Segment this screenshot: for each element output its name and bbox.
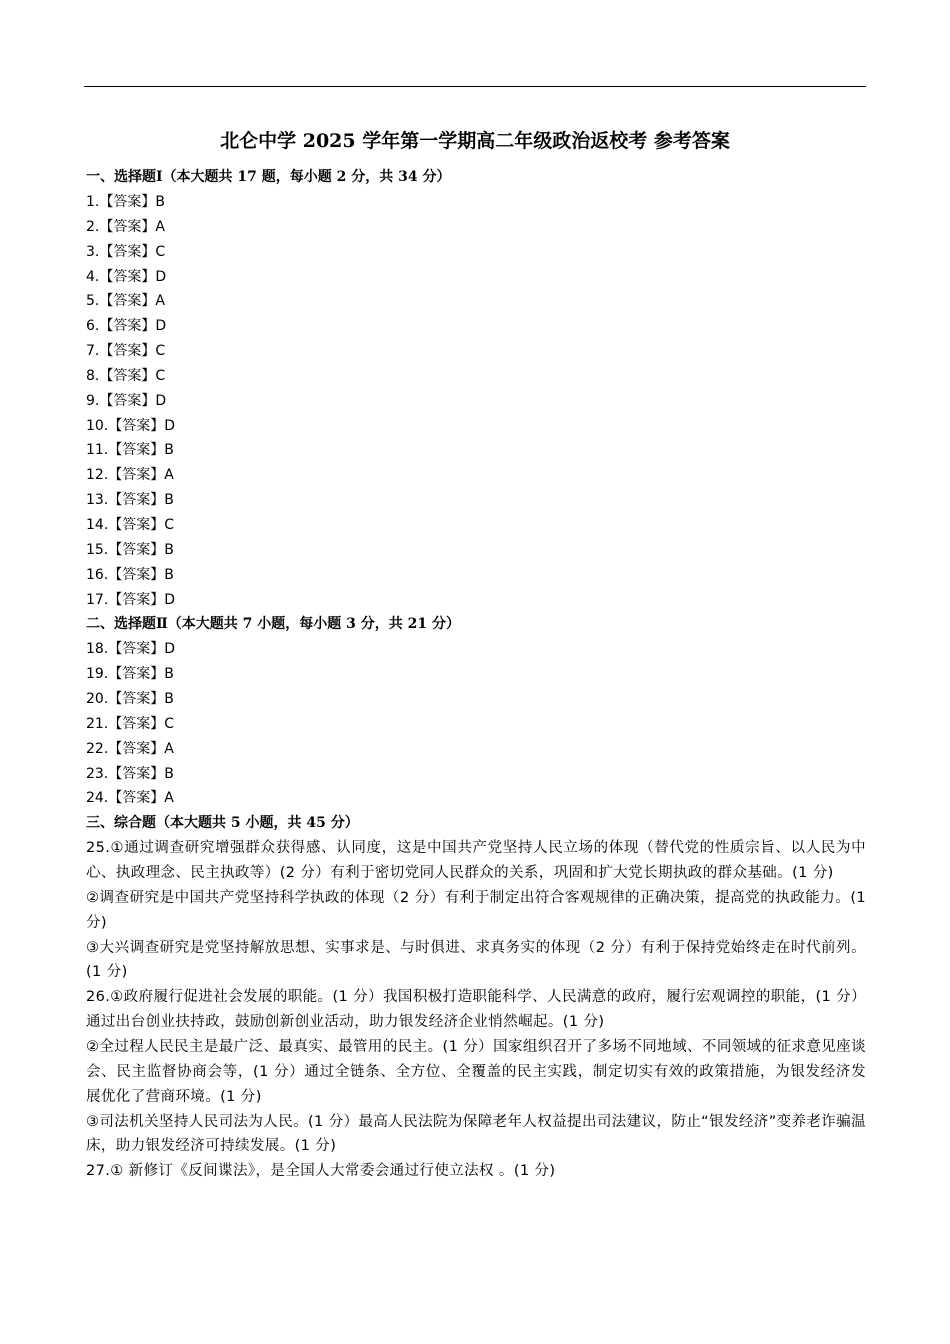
answer-paragraph: ②调查研究是中国共产党坚持科学执政的体现（2 分）有利于制定出符合客观规律的正确决策，提高党的执政能力。(1 分) — [86, 889, 866, 931]
answer-item: 9.【答案】D — [86, 392, 167, 409]
answer-item: 23.【答案】B — [86, 765, 174, 782]
answer-item: 7.【答案】C — [86, 343, 166, 360]
answer-item: 15.【答案】B — [86, 541, 174, 558]
answer-item: 2.【答案】A — [86, 218, 165, 235]
answer-item: 17.【答案】D — [86, 591, 176, 608]
answer-list-choice-1 — [86, 190, 866, 612]
answer-paragraph: ③大兴调查研究是党坚持解放思想、实事求是、与时俱进、求真务实的体现（2 分）有利于保持党始终走在时代前列。(1 分) — [86, 939, 866, 981]
answer-item: 5.【答案】A — [86, 293, 165, 310]
document-body — [86, 165, 866, 1184]
answer-item: 4.【答案】D — [86, 268, 167, 285]
answer-item: 8.【答案】C — [86, 367, 166, 384]
answer-list-choice-2 — [86, 637, 866, 811]
answer-item: 10.【答案】D — [86, 417, 176, 434]
answer-paragraph: 27.① 新修订《反间谍法》，是全国人大常委会通过行使立法权 。(1 分) — [86, 1163, 556, 1180]
answer-item: 3.【答案】C — [86, 243, 166, 260]
comprehensive-answers — [86, 836, 866, 1184]
answer-item: 1.【答案】B — [86, 194, 165, 210]
answer-item: 20.【答案】B — [86, 691, 174, 708]
section-heading-comprehensive: 三、综合题（本大题共 5 小题，共 45 分） — [86, 815, 359, 832]
answer-paragraph: 25.①通过调查研究增强群众获得感、认同度，这是中国共产党坚持人民立场的体现（替代党的性质宗旨、以人民为中心、执政理念、民主执政等）(2 分）有利于密切党同人民群众的关系，巩固和扩大党长期执政的群众基础。(1 分) — [86, 840, 866, 882]
answer-item: 13.【答案】B — [86, 492, 174, 509]
answer-item: 12.【答案】A — [86, 467, 174, 484]
answer-item: 24.【答案】A — [86, 790, 174, 807]
header-rule — [84, 86, 866, 87]
answer-item: 21.【答案】C — [86, 715, 175, 732]
answer-item: 6.【答案】D — [86, 318, 167, 335]
answer-item: 18.【答案】D — [86, 641, 176, 658]
section-heading-choice-1: 一、选择题Ⅰ（本大题共 17 题，每小题 2 分，共 34 分） — [86, 169, 451, 185]
answer-item: 14.【答案】C — [86, 516, 175, 533]
page-title: 北仑中学 2025 学年第一学期高二年级政治返校考 参考答案 — [220, 130, 730, 152]
answer-item: 22.【答案】A — [86, 740, 174, 757]
answer-paragraph: ③司法机关坚持人民司法为人民。(1 分）最高人民法院为保障老年人权益提出司法建议，防止“银发经济”变养老诈骗温床，助力银发经济可持续发展。(1 分) — [86, 1113, 867, 1155]
answer-item: 16.【答案】B — [86, 566, 174, 583]
section-heading-choice-2: 二、选择题Ⅱ（本大题共 7 小题，每小题 3 分，共 21 分） — [86, 616, 461, 633]
answer-item: 19.【答案】B — [86, 666, 174, 683]
answer-paragraph: ②全过程人民民主是最广泛、最真实、最管用的民主。(1 分）国家组织召开了多场不同地域、不同领域的征求意见座谈会、民主监督协商会等，(1 分）通过全链条、全方位、全覆盖的民主实践，制定切实有效的政策措施，为银发经济发展优化了营商环境。(1 分) — [86, 1039, 866, 1105]
answer-item: 11.【答案】B — [86, 442, 174, 459]
answer-paragraph: 26.①政府履行促进社会发展的职能。(1 分）我国积极打造职能科学、人民满意的政府，履行宏观调控的职能，(1 分）通过出台创业扶持政，鼓励创新创业活动，助力银发经济企业悄然崛起。(1 分) — [86, 989, 866, 1031]
